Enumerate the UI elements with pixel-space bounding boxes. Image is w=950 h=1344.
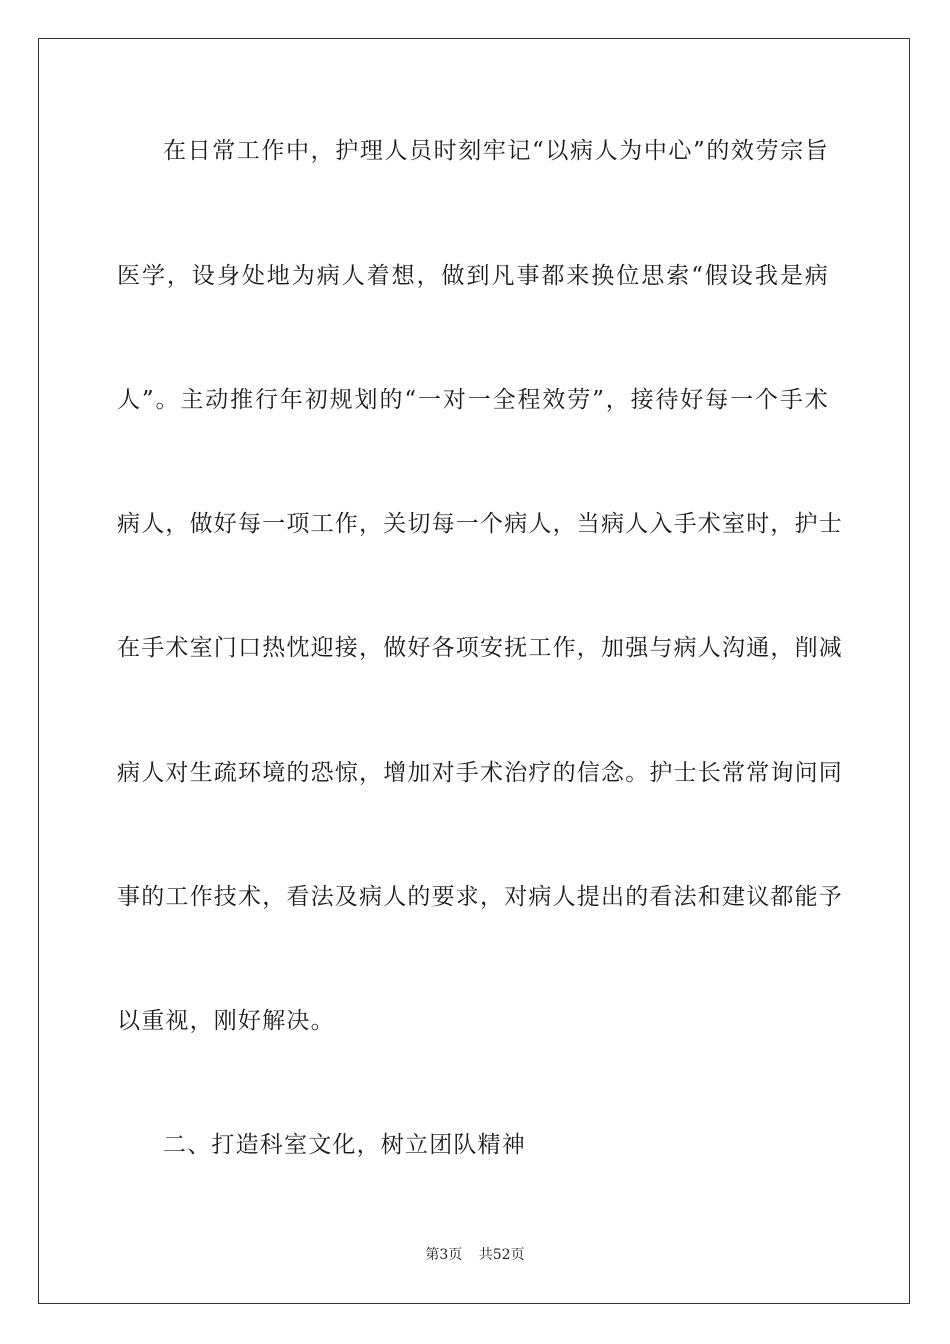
paragraph-line: 人”。主动推行年初规划的“一对一全程效劳”，接待好每一个手术 xyxy=(117,387,829,413)
page-number: 第3页 xyxy=(425,1247,463,1263)
page-footer xyxy=(0,1246,950,1264)
paragraph-line: 在日常工作中，护理人员时刻牢记“以病人为中心”的效劳宗旨 xyxy=(163,138,829,164)
page-border xyxy=(38,38,910,1304)
paragraph-line: 事的工作技术，看法及病人的要求，对病人提出的看法和建议都能予 xyxy=(117,884,843,910)
paragraph-line: 病人对生疏环境的恐惊，增加对手术治疗的信念。护士长常常询问同 xyxy=(117,760,843,786)
section-heading: 二、打造科室文化，树立团队精神 xyxy=(163,1132,526,1158)
paragraph-line: 病人，做好每一项工作，关切每一个病人，当病人入手术室时，护士 xyxy=(117,511,843,537)
paragraph-line: 在手术室门口热忱迎接，做好各项安抚工作，加强与病人沟通，削减 xyxy=(117,635,843,661)
paragraph-line: 以重视，刚好解决。 xyxy=(117,1008,335,1034)
page-total: 共52页 xyxy=(478,1247,525,1263)
paragraph-line: 医学，设身处地为病人着想，做到凡事都来换位思索“假设我是病 xyxy=(117,263,829,289)
